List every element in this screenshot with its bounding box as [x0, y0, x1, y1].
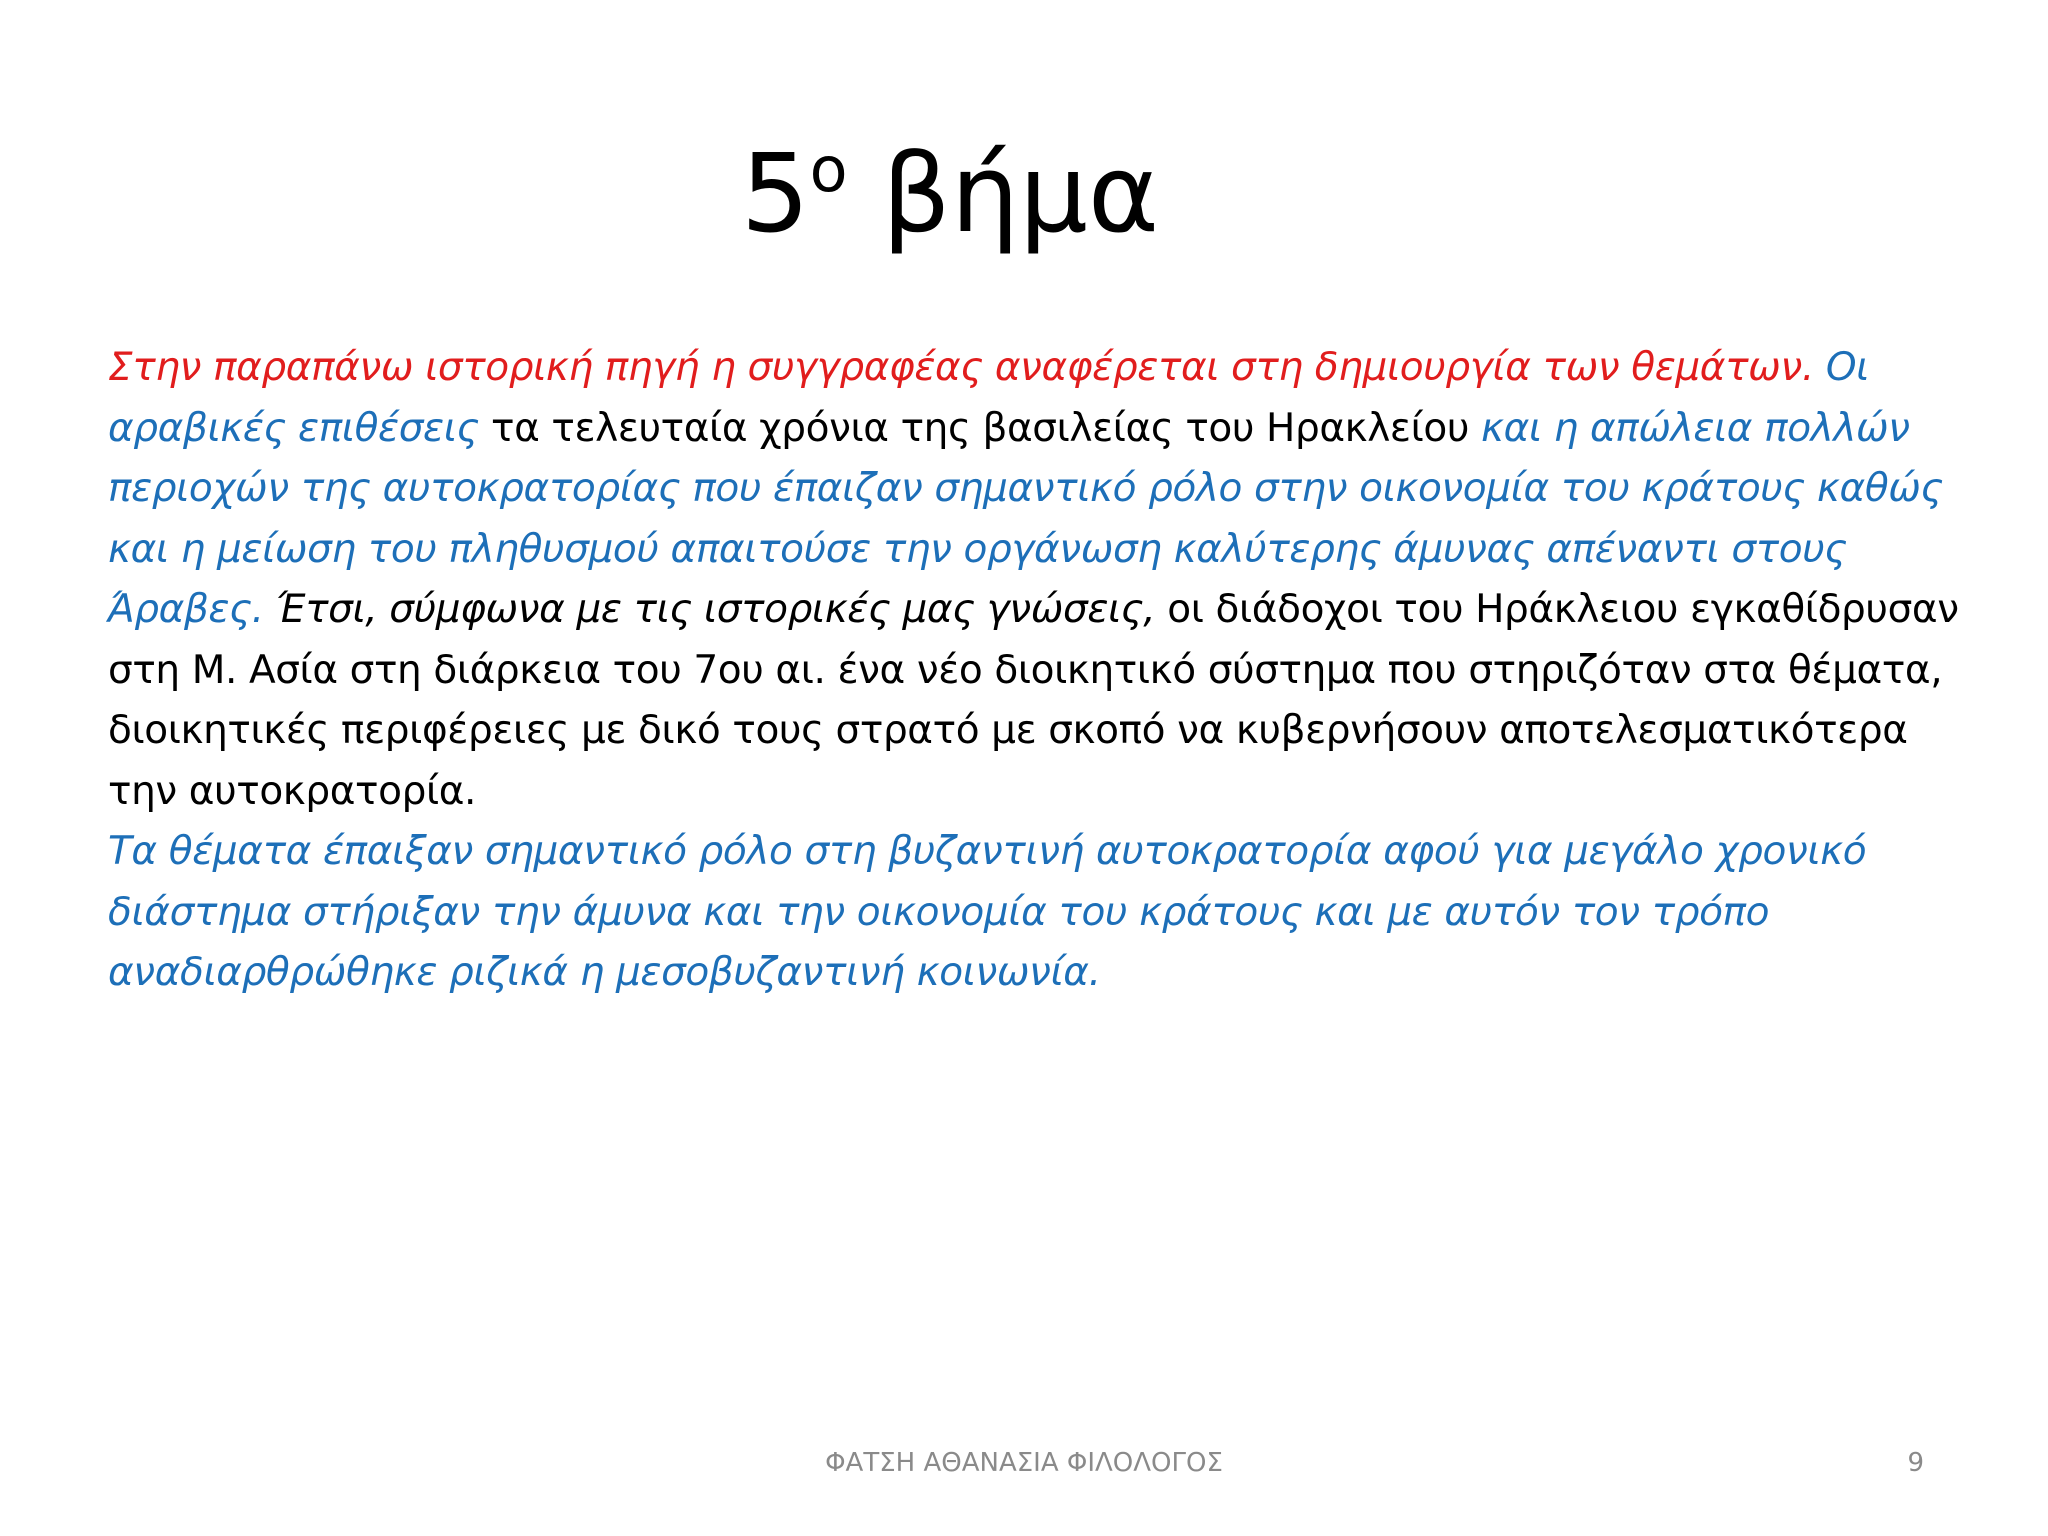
paragraph-1-heraclius: τα τελευταία χρόνια της βασιλείας του Ηρακλείου: [479, 405, 1481, 451]
paragraph-1-arab-attacks: Οι αραβικές επιθέσεις: [108, 345, 1869, 451]
paragraph-1-intro: Στην παραπάνω ιστορική πηγή η συγγραφέας αναφέρεται στη δημιουργία των θεμάτων.: [108, 345, 1814, 390]
paragraph-1: [108, 338, 1968, 822]
slide-page-number: 9: [1907, 1448, 1924, 1478]
slide-footer: ΦΑΤΣΗ ΑΘΑΝΑΣΙΑ ΦΙΛΟΛΟΓΟΣ: [825, 1448, 1223, 1478]
paragraph-1-losses: και η απώλεια πολλών περιοχών της αυτοκρατορίας που έπαιζαν σημαντικό ρόλο στην οικονομία του κράτους καθώς και η μείωση του πληθυσμού απαιτούσε την οργάνωση καλύτερης άμυνας απέναντι στους Άραβες.: [108, 405, 1944, 632]
paragraph-1-knowledge: Έτσι, σύμφωνα με τις ιστορικές μας γνώσεις,: [263, 587, 1156, 632]
slide-title-number: 5: [740, 132, 810, 257]
paragraph-2: Τα θέματα έπαιξαν σημαντικό ρόλο στη βυζαντινή αυτοκρατορία αφού για μεγάλο χρονικό διάστημα στήριξαν την άμυνα και την οικονομία του κράτους και με αυτόν τον τρόπο αναδιαρθρώθηκε ριζικά η μεσοβυζαντινή κοινωνία.: [108, 829, 1867, 995]
slide-title-text: βήμα: [847, 132, 1160, 257]
slide-body: [108, 338, 1968, 1004]
slide-title: [0, 100, 1900, 265]
slide-title-ordinal: ο: [809, 133, 848, 206]
paragraph-1-themes-system: οι διάδοχοι του Ηράκλειου εγκαθίδρυσαν στη Μ. Ασία στη διάρκεια του 7ου αι. ένα νέο διοικητικό σύστημα που στηριζόταν στα θέματα, διοικητικές περιφέρειες με δικό τους στρατό με σκοπό να κυβερνήσουν αποτελεσματικότερα την αυτοκρατορία.: [108, 587, 1959, 814]
